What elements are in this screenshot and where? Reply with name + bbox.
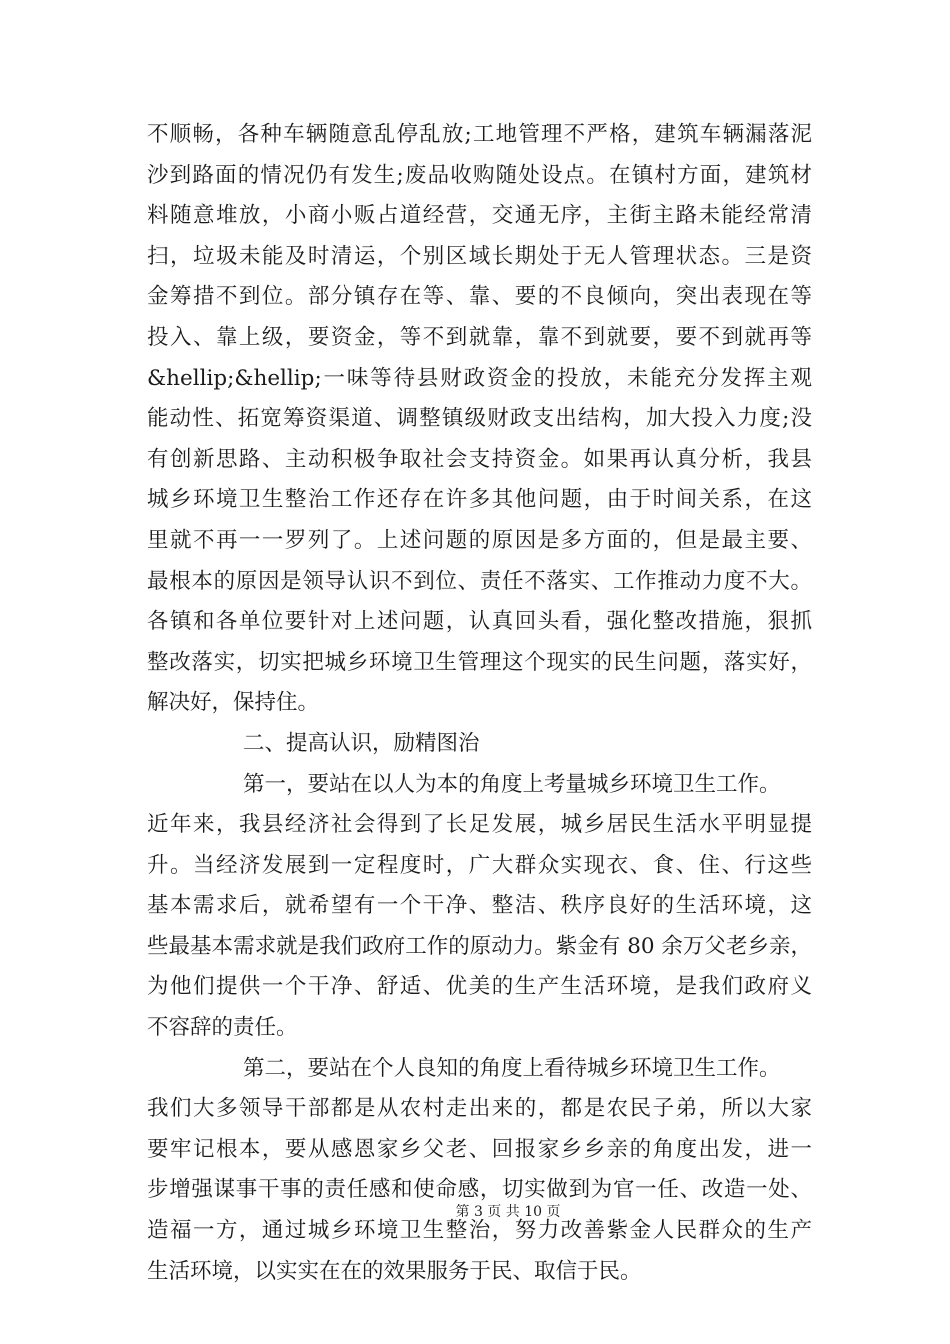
text-line-27: 步增强谋事干事的责任感和使命感，切实做到为官一任、改造一处、 [147, 1177, 812, 1203]
text-line-18: 近年来，我县经济社会得到了长足发展，城乡居民生活水平明显提 [147, 812, 812, 838]
text-line-20: 基本需求后，就希望有一个干净、整洁、秩序良好的生活环境，这 [147, 893, 812, 919]
text-line-23: 不容辞的责任。 [147, 1015, 298, 1041]
text-line-7: &hellip;&hellip;一味等待县财政资金的投放，未能充分发挥主观 [147, 365, 812, 391]
text-line-29: 生活环境，以实实在在的效果服务于民、取信于民。 [147, 1258, 642, 1284]
text-line-14: 整改落实，切实把城乡环境卫生管理这个现实的民生问题，落实好， [147, 649, 812, 675]
text-line-26: 要牢记根本，要从感恩家乡父老、回报家乡乡亲的角度出发，进一 [147, 1136, 812, 1162]
paragraph-lead-1: 第一，要站在以人为本的角度上考量城乡环境卫生工作。 [243, 771, 781, 797]
text-line-12: 最根本的原因是领导认识不到位、责任不落实、工作推动力度不大。 [147, 568, 812, 594]
text-line-28: 造福一方，通过城乡环境卫生整治，努力改善紫金人民群众的生产 [147, 1218, 812, 1244]
text-line-11: 里就不再一一罗列了。上述问题的原因是多方面的，但是最主要、 [147, 527, 812, 553]
text-line-1: 不顺畅，各种车辆随意乱停乱放;工地管理不严格，建筑车辆漏落泥 [147, 122, 812, 147]
text-line-8: 能动性、拓宽筹资渠道、调整镇级财政支出结构，加大投入力度;没 [147, 406, 812, 432]
section-heading: 二、提高认识，励精图治 [243, 730, 480, 756]
text-line-6: 投入、靠上级，要资金，等不到就靠，靠不到就要，要不到就再等 [147, 324, 812, 350]
text-line-2: 沙到路面的情况仍有发生;废品收购随处设点。在镇村方面，建筑材 [147, 162, 812, 188]
paragraph-lead-2: 第二，要站在个人良知的角度上看待城乡环境卫生工作。 [243, 1055, 781, 1081]
text-line-15: 解决好，保持住。 [147, 690, 320, 716]
text-line-9: 有创新思路、主动积极争取社会支持资金。如果再认真分析，我县 [147, 446, 812, 472]
text-line-19: 升。当经济发展到一定程度时，广大群众实现衣、食、住、行这些 [147, 852, 812, 878]
text-line-25: 我们大多领导干部都是从农村走出来的，都是农民子弟，所以大家 [147, 1096, 812, 1122]
text-line-5: 金筹措不到位。部分镇存在等、靠、要的不良倾向，突出表现在等 [147, 284, 812, 310]
body-text [147, 115, 812, 1292]
text-line-3: 料随意堆放，小商小贩占道经营，交通无序，主街主路未能经常清 [147, 203, 812, 229]
text-line-10: 城乡环境卫生整治工作还存在许多其他问题，由于时间关系，在这 [147, 487, 812, 513]
text-line-13: 各镇和各单位要针对上述问题，认真回头看，强化整改措施，狠抓 [147, 609, 812, 635]
text-line-22: 为他们提供一个干净、舒适、优美的生产生活环境，是我们政府义 [147, 974, 812, 1000]
text-line-4: 扫，垃圾未能及时清运，个别区域长期处于无人管理状态。三是资 [147, 243, 812, 269]
text-line-21: 些最基本需求就是我们政府工作的原动力。紫金有 80 余万父老乡亲， [147, 933, 812, 959]
page-number-footer: 第 3 页 共 10 页 [455, 1204, 561, 1220]
